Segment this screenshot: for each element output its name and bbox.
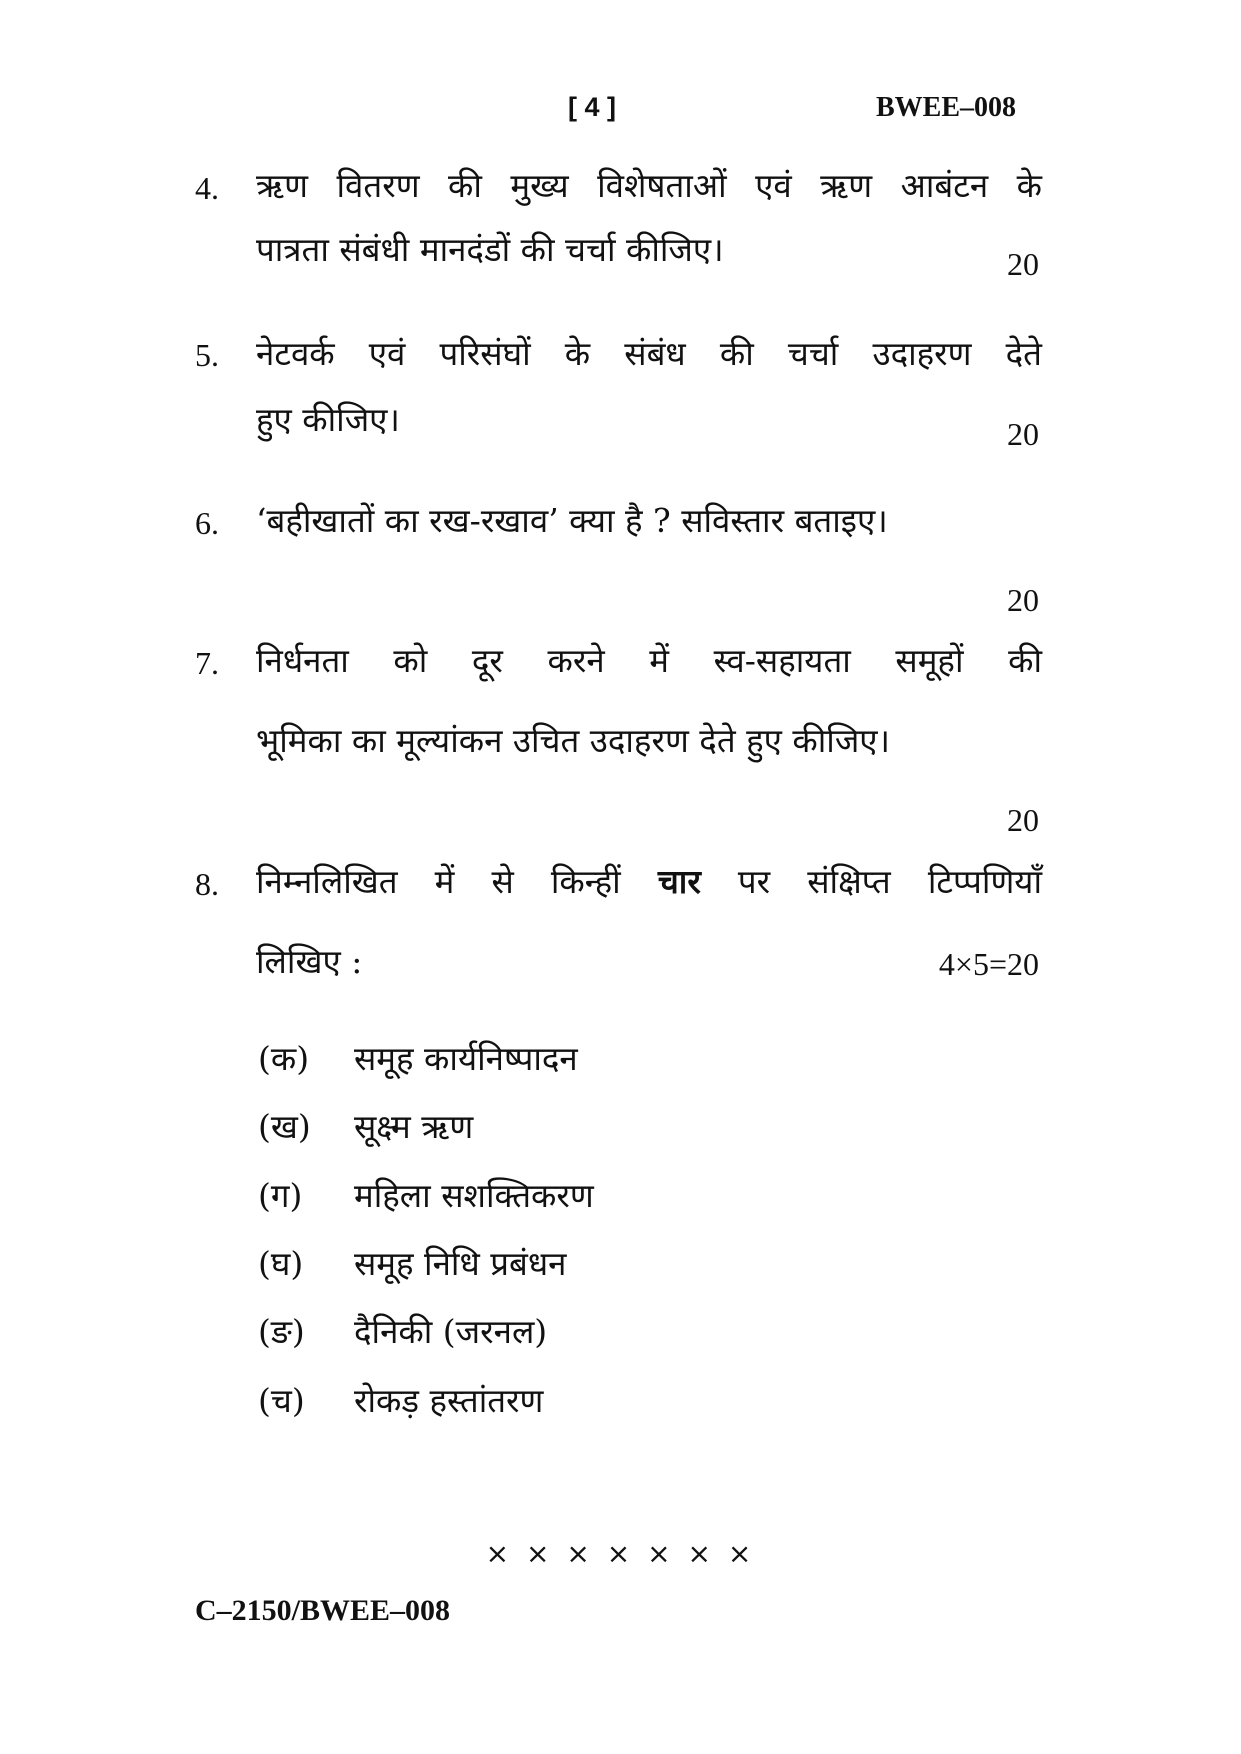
sub-item-label: (ङ) <box>258 1312 305 1351</box>
emphasis-word: चार <box>657 862 701 901</box>
sub-item-text: रोकड़ हस्तांतरण <box>354 1381 544 1420</box>
marks: 20 <box>1007 582 1039 618</box>
sub-item-label: (च) <box>258 1381 305 1420</box>
sub-item <box>258 1240 566 1285</box>
question-number: 5. <box>195 337 219 373</box>
marks: 20 <box>1007 416 1039 452</box>
marks: 20 <box>1007 246 1039 282</box>
question-number: 8. <box>195 866 219 902</box>
sub-item-text: दैनिकी (जरनल) <box>354 1312 548 1351</box>
question-text-line: पात्रता संबंधी मानदंडों की चर्चा कीजिए। <box>256 230 724 269</box>
question-text-line <box>256 858 1042 903</box>
question-text-line: निर्धनता को दूर करने में स्व-सहायता समूहों की <box>256 641 1042 680</box>
page-number: [ 4 ] <box>568 92 617 122</box>
question-text-segment: निम्नलिखित में से किन्हीं <box>256 862 621 901</box>
marks: 4×5=20 <box>938 946 1039 982</box>
question-number: 4. <box>195 170 219 206</box>
question-text-segment: पर संक्षिप्त टिप्पणियाँ <box>737 862 1042 901</box>
sub-item-text: महिला सशक्तिकरण <box>354 1176 594 1215</box>
sub-item-text: समूह कार्यनिष्पादन <box>354 1039 578 1078</box>
sub-item-label: (घ) <box>258 1244 304 1283</box>
sub-item-label: (ग) <box>258 1176 303 1215</box>
sub-item-text: समूह निधि प्रबंधन <box>354 1244 567 1283</box>
question-text-line: नेटवर्क एवं परिसंघों के संबंध की चर्चा उदाहरण देते <box>256 334 1042 373</box>
sub-item <box>258 1035 578 1080</box>
question-text-line: लिखिए : <box>256 942 363 981</box>
paper-code: BWEE–008 <box>876 92 1017 123</box>
sub-item <box>258 1103 473 1148</box>
sub-item <box>258 1308 547 1353</box>
end-separator: × × × × × × × <box>485 1537 756 1570</box>
question-number: 7. <box>195 645 219 681</box>
question-text-line: हुए कीजिए। <box>256 400 400 439</box>
sub-item-label: (ख) <box>258 1107 311 1146</box>
question-text-line: भूमिका का मूल्यांकन उचित उदाहरण देते हुए कीजिए। <box>256 721 891 760</box>
sub-item <box>258 1172 594 1217</box>
sub-item <box>258 1377 543 1422</box>
sub-item-label: (क) <box>258 1039 310 1078</box>
footer-code: C–2150/BWEE–008 <box>195 1594 451 1627</box>
sub-item-text: सूक्ष्म ऋण <box>354 1107 474 1146</box>
question-number: 6. <box>195 505 219 541</box>
question-text-line: ‘बहीखातों का रख-रखाव’ क्या है ? सविस्तार बताइए। <box>256 501 888 540</box>
marks: 20 <box>1007 802 1039 838</box>
question-text-line: ऋण वितरण की मुख्य विशेषताओं एवं ऋण आबंटन के <box>256 166 1042 205</box>
